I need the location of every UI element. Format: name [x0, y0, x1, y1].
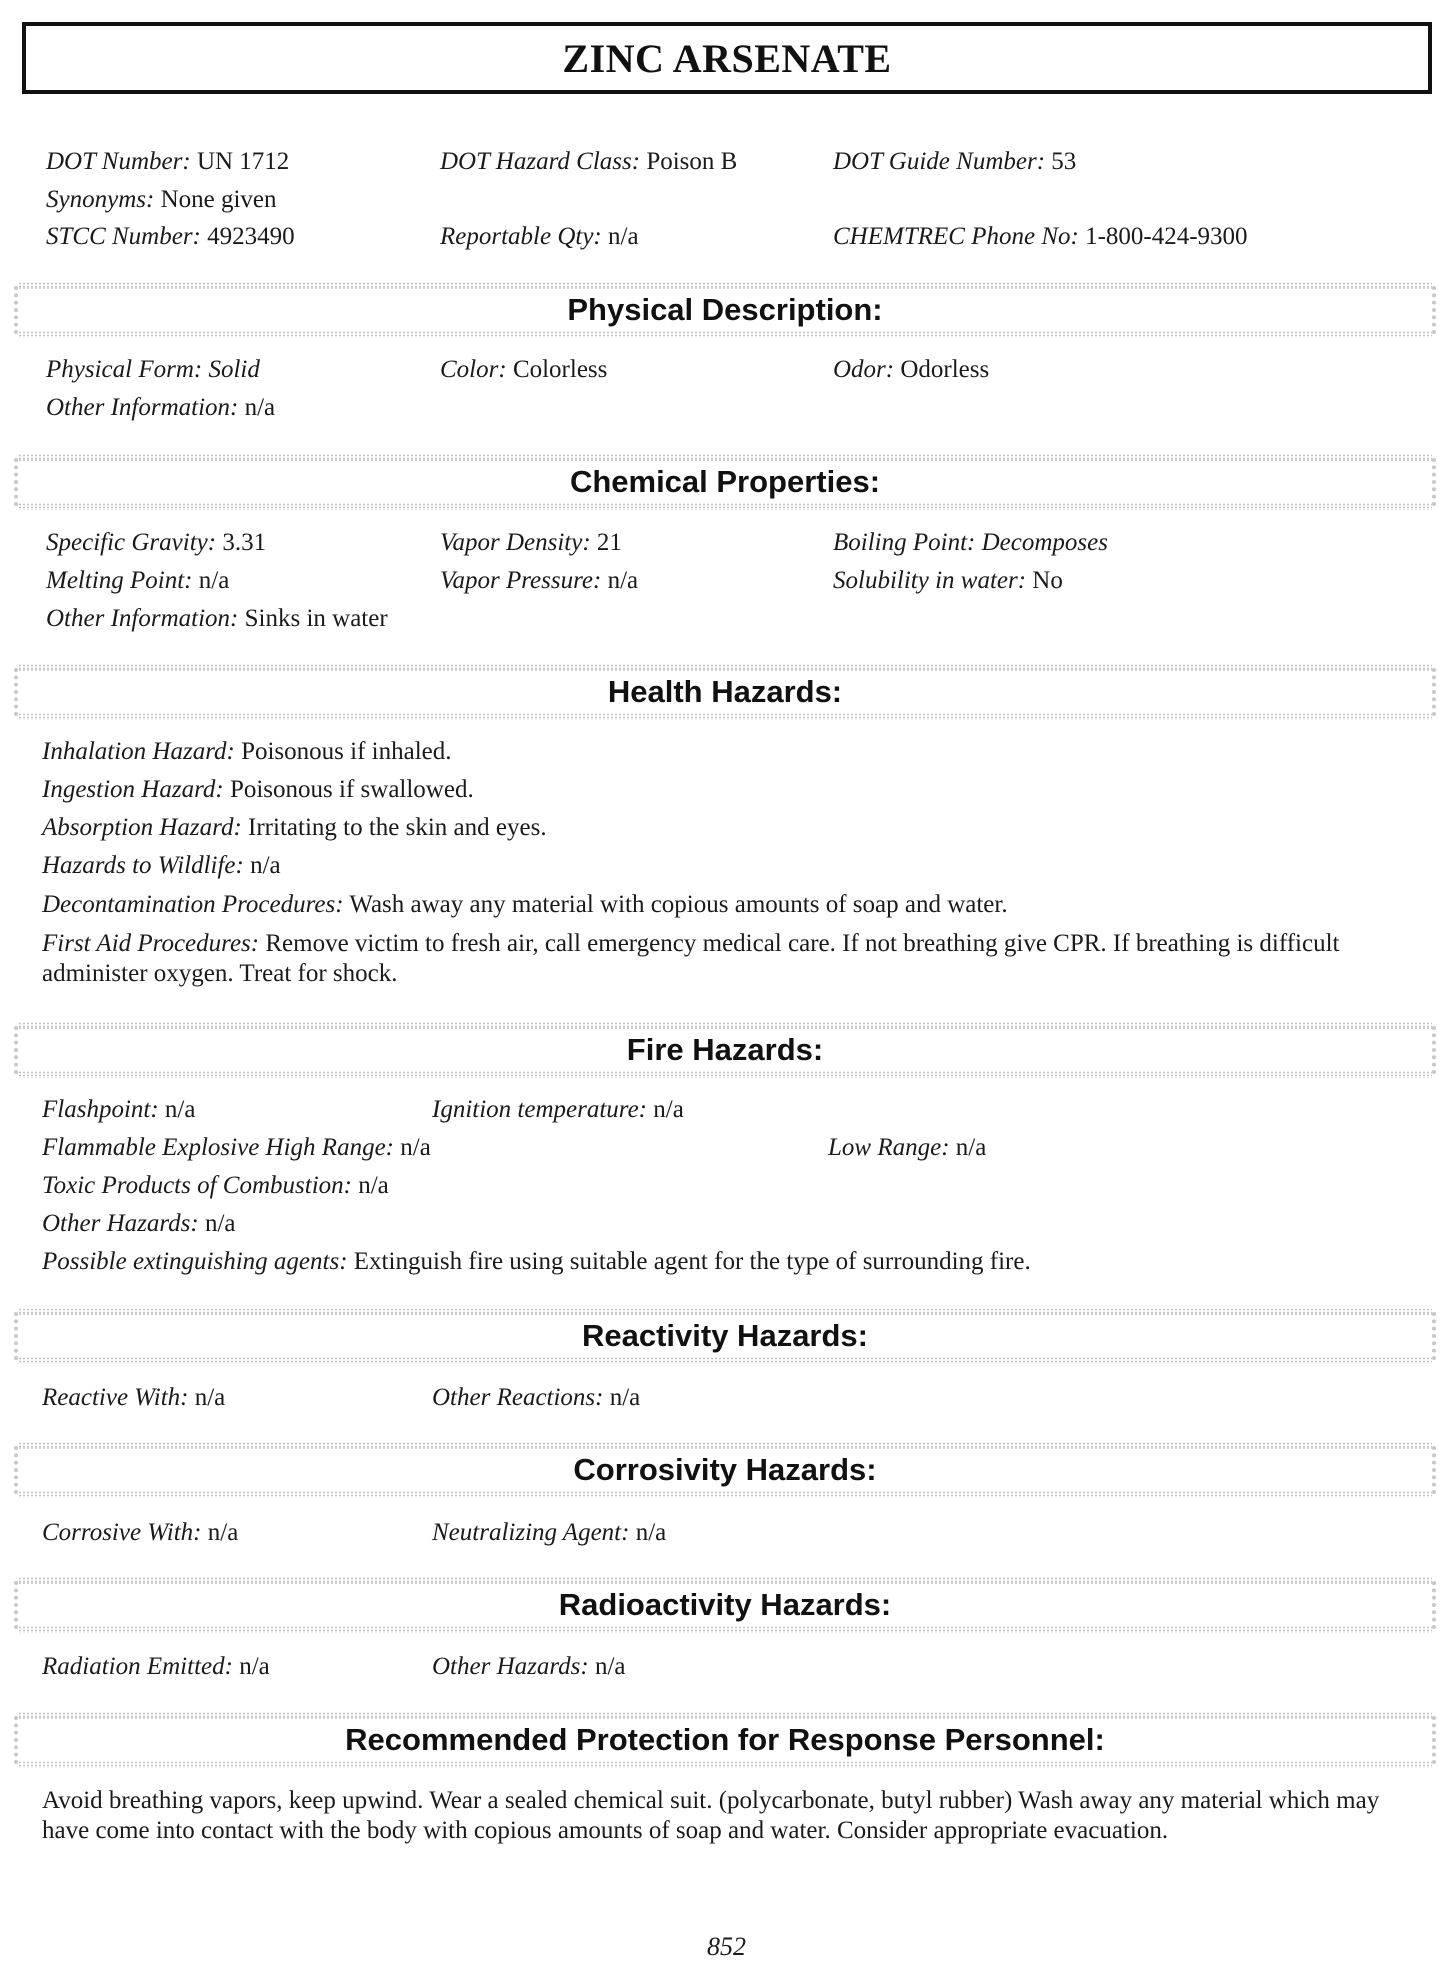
first-aid-label: First Aid Procedures: [42, 930, 260, 957]
chemical-other-label: Other Information: [46, 605, 239, 632]
neutralizing-label: Neutralizing Agent: [432, 1519, 630, 1546]
radio-other-value: n/a [588, 1653, 626, 1680]
physical-description-heading: Physical Description: [567, 292, 883, 327]
inhalation-row [0, 734, 1453, 770]
physical-row-2 [0, 390, 1453, 426]
absorption-field [42, 810, 547, 846]
vapor-density-field [440, 525, 622, 561]
melting-point-value: n/a [192, 567, 230, 594]
flashpoint-value: n/a [158, 1096, 196, 1123]
other-reactions-label: Other Reactions: [432, 1384, 604, 1411]
wildlife-value: n/a [243, 852, 281, 879]
chemtrec-phone-label: CHEMTREC Phone No: [833, 223, 1079, 250]
toxic-products-field [42, 1168, 389, 1204]
synonyms-label: Synonyms: [46, 186, 155, 213]
high-range-label: Flammable Explosive High Range: [42, 1134, 394, 1161]
physical-form-field [46, 352, 260, 388]
protection-paragraph: Avoid breathing vapors, keep upwind. Wear a sealed chemical suit. (polycarbonate, butyl rubber) Wash away any material which may have come into contact with the body with copious amounts of soap and water. Consider appropriate evacuation. [42, 1787, 1380, 1844]
vapor-pressure-label: Vapor Pressure: [440, 567, 602, 594]
ignition-field [432, 1092, 684, 1128]
chemical-other-field [46, 601, 388, 637]
vapor-density-value: 21 [590, 529, 622, 556]
chemical-other-value: Sinks in water [238, 605, 388, 632]
wildlife-label: Hazards to Wildlife: [42, 852, 244, 879]
specific-gravity-label: Specific Gravity: [46, 529, 217, 556]
low-range-value: n/a [949, 1134, 987, 1161]
first-aid-value: Remove victim to fresh air, call emergency medical care. If not breathing give CPR. If breathing is difficult administer oxygen. Treat for shock. [42, 930, 1340, 987]
wildlife-field [42, 848, 281, 884]
ingestion-label: Ingestion Hazard: [42, 776, 224, 803]
reactivity-hazards-heading: Reactivity Hazards: [581, 1318, 868, 1353]
radio-other-field [432, 1649, 626, 1685]
fire-row-1 [0, 1092, 1453, 1128]
ingestion-row [0, 772, 1453, 808]
vapor-pressure-value: n/a [601, 567, 639, 594]
chemical-properties-banner [14, 458, 1436, 506]
physical-other-value: n/a [238, 394, 276, 421]
chemtrec-phone-field [833, 219, 1248, 255]
chemical-row-3 [0, 601, 1453, 637]
specific-gravity-value: 3.31 [216, 529, 267, 556]
dot-number-label: DOT Number: [46, 148, 191, 175]
physical-other-field [46, 390, 275, 426]
guide-number-field [833, 144, 1076, 180]
odor-field [833, 352, 989, 388]
other-reactions-value: n/a [603, 1384, 641, 1411]
reactive-with-value: n/a [188, 1384, 226, 1411]
corrosive-with-field [42, 1515, 238, 1551]
reportable-qty-value: n/a [601, 223, 639, 250]
chemtrec-phone-value: 1-800-424-9300 [1078, 223, 1248, 250]
header-row-2 [0, 182, 1453, 218]
low-range-label: Low Range: [828, 1134, 950, 1161]
physical-description-banner [14, 286, 1436, 334]
other-reactions-field [432, 1380, 640, 1416]
color-label: Color: [440, 356, 507, 383]
stcc-number-value: 4923490 [200, 223, 295, 250]
health-hazards-heading: Health Hazards: [607, 674, 843, 709]
ignition-label: Ignition temperature: [432, 1096, 648, 1123]
solubility-label: Solubility in water: [833, 567, 1027, 594]
stcc-number-label: STCC Number: [46, 223, 201, 250]
corrosivity-hazards-heading: Corrosivity Hazards: [573, 1452, 877, 1487]
fire-row-3 [0, 1168, 1453, 1204]
boiling-point-label: Boiling Point: Decomposes [833, 529, 1108, 556]
stcc-number-field [46, 219, 295, 255]
first-aid-paragraph [42, 929, 1422, 989]
corrosive-with-value: n/a [201, 1519, 239, 1546]
high-range-value: n/a [394, 1134, 431, 1161]
radiation-value: n/a [232, 1653, 270, 1680]
extinguishing-value: Extinguish fire using suitable agent for the type of surrounding fire. [347, 1248, 1031, 1275]
melting-point-field [46, 563, 229, 599]
reactivity-hazards-banner [14, 1312, 1436, 1360]
radio-other-label: Other Hazards: [432, 1653, 589, 1680]
fire-hazards-banner [14, 1026, 1436, 1074]
guide-number-value: 53 [1045, 148, 1077, 175]
fire-row-2 [0, 1130, 1453, 1166]
corrosivity-row [0, 1515, 1453, 1551]
ignition-value: n/a [647, 1096, 684, 1123]
color-value: Colorless [506, 356, 608, 383]
health-hazards-banner [14, 668, 1436, 716]
radioactivity-row [0, 1649, 1453, 1685]
reactive-with-label: Reactive With: [42, 1384, 189, 1411]
corrosive-with-label: Corrosive With: [42, 1519, 202, 1546]
odor-label: Odor: [833, 356, 895, 383]
protection-heading: Recommended Protection for Response Personnel: [345, 1722, 1105, 1757]
color-field [440, 352, 607, 388]
decontamination-value: Wash away any material with copious amounts of soap and water. [343, 891, 1008, 918]
fire-row-5 [0, 1244, 1453, 1280]
vapor-pressure-field [440, 563, 638, 599]
fire-other-field [42, 1206, 236, 1242]
corrosivity-hazards-banner [14, 1446, 1436, 1494]
header-row-3 [0, 219, 1453, 255]
synonyms-field [46, 182, 277, 218]
reportable-qty-label: Reportable Qty: [440, 223, 602, 250]
hazard-class-field [440, 144, 737, 180]
chemical-row-2 [0, 563, 1453, 599]
physical-form-label: Physical Form: Solid [46, 356, 260, 383]
odor-value: Odorless [894, 356, 990, 383]
high-range-field [42, 1130, 431, 1166]
radiation-label: Radiation Emitted: [42, 1653, 233, 1680]
protection-banner [14, 1716, 1436, 1764]
neutralizing-value: n/a [629, 1519, 667, 1546]
radioactivity-hazards-banner [14, 1581, 1436, 1629]
fire-other-value: n/a [198, 1210, 236, 1237]
vapor-density-label: Vapor Density: [440, 529, 591, 556]
hazard-class-value: Poison B [640, 148, 738, 175]
specific-gravity-field [46, 525, 266, 561]
boiling-point-field [833, 525, 1108, 561]
chemical-row-1 [0, 525, 1453, 561]
toxic-products-value: n/a [351, 1172, 389, 1199]
absorption-row [0, 810, 1453, 846]
neutralizing-field [432, 1515, 666, 1551]
page-title: ZINC ARSENATE [562, 35, 892, 81]
decontamination-row [0, 887, 1453, 923]
fire-other-label: Other Hazards: [42, 1210, 199, 1237]
flashpoint-field [42, 1092, 195, 1128]
hazard-class-label: DOT Hazard Class: [440, 148, 641, 175]
wildlife-row [0, 848, 1453, 884]
absorption-label: Absorption Hazard: [42, 814, 242, 841]
inhalation-field [42, 734, 452, 770]
chemical-properties-heading: Chemical Properties: [569, 464, 881, 499]
ingestion-value: Poisonous if swallowed. [223, 776, 474, 803]
synonyms-value: None given [154, 186, 277, 213]
melting-point-label: Melting Point: [46, 567, 193, 594]
radioactivity-hazards-heading: Radioactivity Hazards: [558, 1587, 892, 1622]
reactive-with-field [42, 1380, 225, 1416]
solubility-field [833, 563, 1063, 599]
title-box [22, 22, 1432, 94]
dot-number-value: UN 1712 [190, 148, 290, 175]
physical-row-1 [0, 352, 1453, 388]
dot-number-field [46, 144, 289, 180]
ingestion-field [42, 772, 474, 808]
inhalation-value: Poisonous if inhaled. [234, 738, 452, 765]
decontamination-label: Decontamination Procedures: [42, 891, 344, 918]
toxic-products-label: Toxic Products of Combustion: [42, 1172, 352, 1199]
flashpoint-label: Flashpoint: [42, 1096, 159, 1123]
extinguishing-label: Possible extinguishing agents: [42, 1248, 348, 1275]
guide-number-label: DOT Guide Number: [833, 148, 1046, 175]
reactivity-row [0, 1380, 1453, 1416]
decontamination-field [42, 887, 1008, 923]
reportable-qty-field [440, 219, 639, 255]
fire-hazards-heading: Fire Hazards: [626, 1032, 824, 1067]
radiation-field [42, 1649, 270, 1685]
extinguishing-field [42, 1244, 1031, 1280]
absorption-value: Irritating to the skin and eyes. [241, 814, 547, 841]
solubility-value: No [1026, 567, 1063, 594]
physical-other-label: Other Information: [46, 394, 239, 421]
page-number: 852 [707, 1932, 746, 1961]
low-range-field [828, 1130, 986, 1166]
inhalation-label: Inhalation Hazard: [42, 738, 235, 765]
fire-row-4 [0, 1206, 1453, 1242]
header-row-1 [0, 144, 1453, 180]
